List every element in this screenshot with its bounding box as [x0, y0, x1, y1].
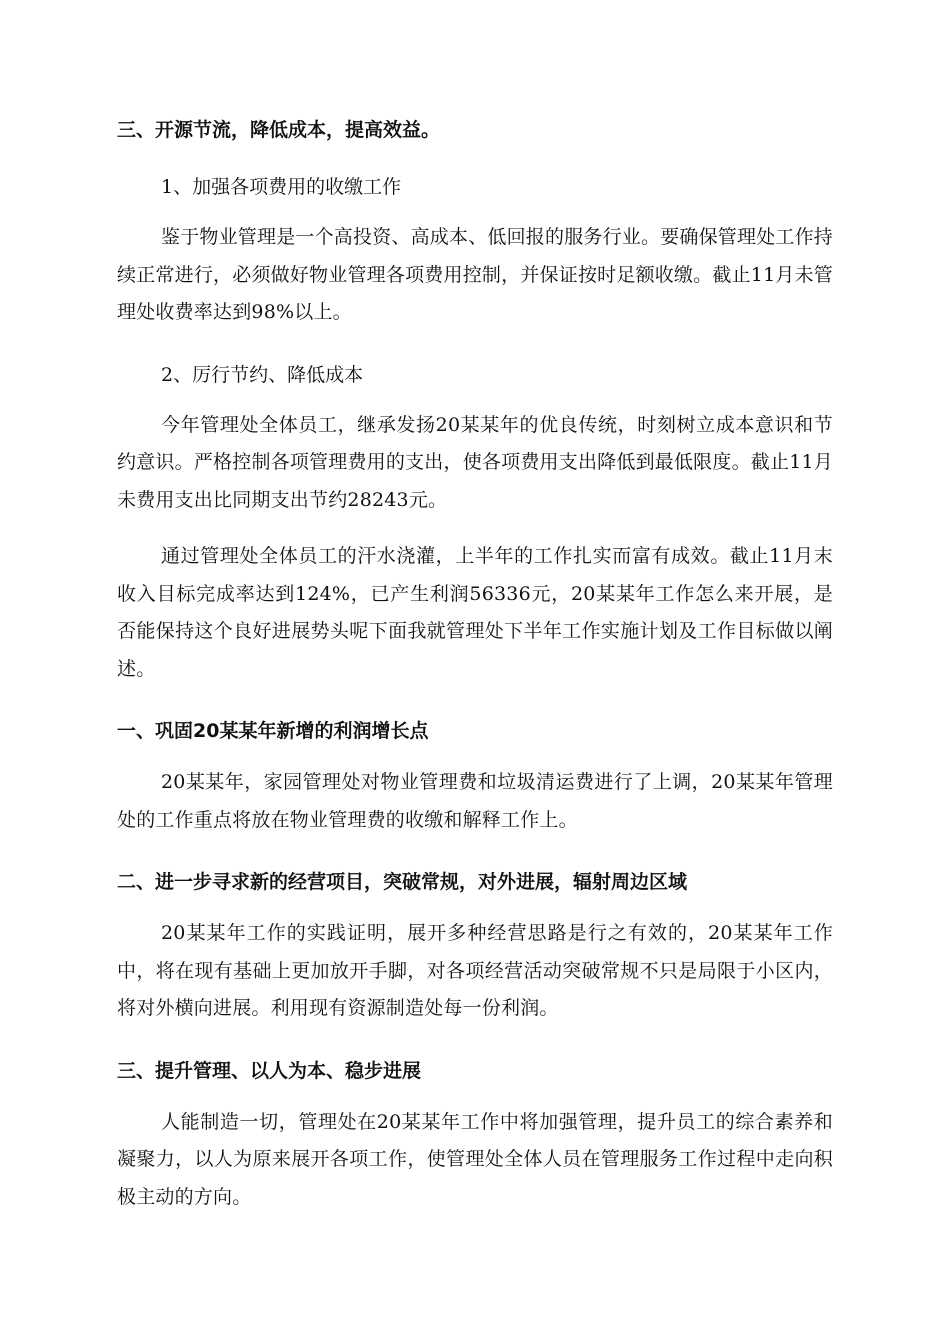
paragraph-saving: 今年管理处全体员工，继承发扬20某某年的优良传统，时刻树立成本意识和节约意识。严格控制各项管理费用的支出，使各项费用支出降低到最低限度。截止11月未费用支出比同期支出节约28243元。: [117, 413, 833, 511]
section-heading-cost-reduction: 三、开源节流，降低成本，提高效益。: [117, 119, 441, 141]
section-heading-management: 三、提升管理、以人为本、稳步进展: [117, 1059, 422, 1082]
paragraph-new-projects: 20某某年工作的实践证明，展开多种经营思路是行之有效的，20某某年工作中，将在现有基础上更加放开手脚，对各项经营活动突破常规不只是局限于小区内，将对外横向进展。利用现有资源制造处每一份利润。: [117, 922, 833, 1019]
subheading-fee-collection: 1、加强各项费用的收缴工作: [161, 176, 402, 198]
paragraph-management: 人能制造一切，管理处在20某某年工作中将加强管理，提升员工的综合素养和凝聚力，以人为原来展开各项工作，使管理处全体人员在管理服务工作过程中走向积极主动的方向。: [117, 1110, 833, 1208]
subheading-saving: 2、厉行节约、降低成本: [161, 363, 364, 386]
document-page: [117, 106, 833, 1235]
section-heading-profit-growth: 一、巩固20某某年新增的利润增长点: [117, 720, 429, 742]
paragraph-profit-growth: 20某某年，家园管理处对物业管理费和垃圾清运费进行了上调，20某某年管理处的工作重点将放在物业管理费的收缴和解释工作上。: [117, 771, 833, 831]
paragraph-fee-collection: 鉴于物业管理是一个高投资、高成本、低回报的服务行业。要确保管理处工作持续正常进行，必须做好物业管理各项费用控制，并保证按时足额收缴。截止11月未管理处收费率达到98%以上。: [117, 226, 834, 323]
section-heading-new-projects: 二、进一步寻求新的经营项目，突破常规，对外进展，辐射周边区域: [117, 871, 688, 893]
paragraph-summary: 通过管理处全体员工的汗水浇灌，上半年的工作扎实而富有成效。截止11月末收入目标完成率达到124%，已产生利润56336元，20某某年工作怎么来开展，是否能保持这个良好进展势头呢下面我就管理处下半年工作实施计划及工作目标做以阐述。: [117, 545, 833, 680]
